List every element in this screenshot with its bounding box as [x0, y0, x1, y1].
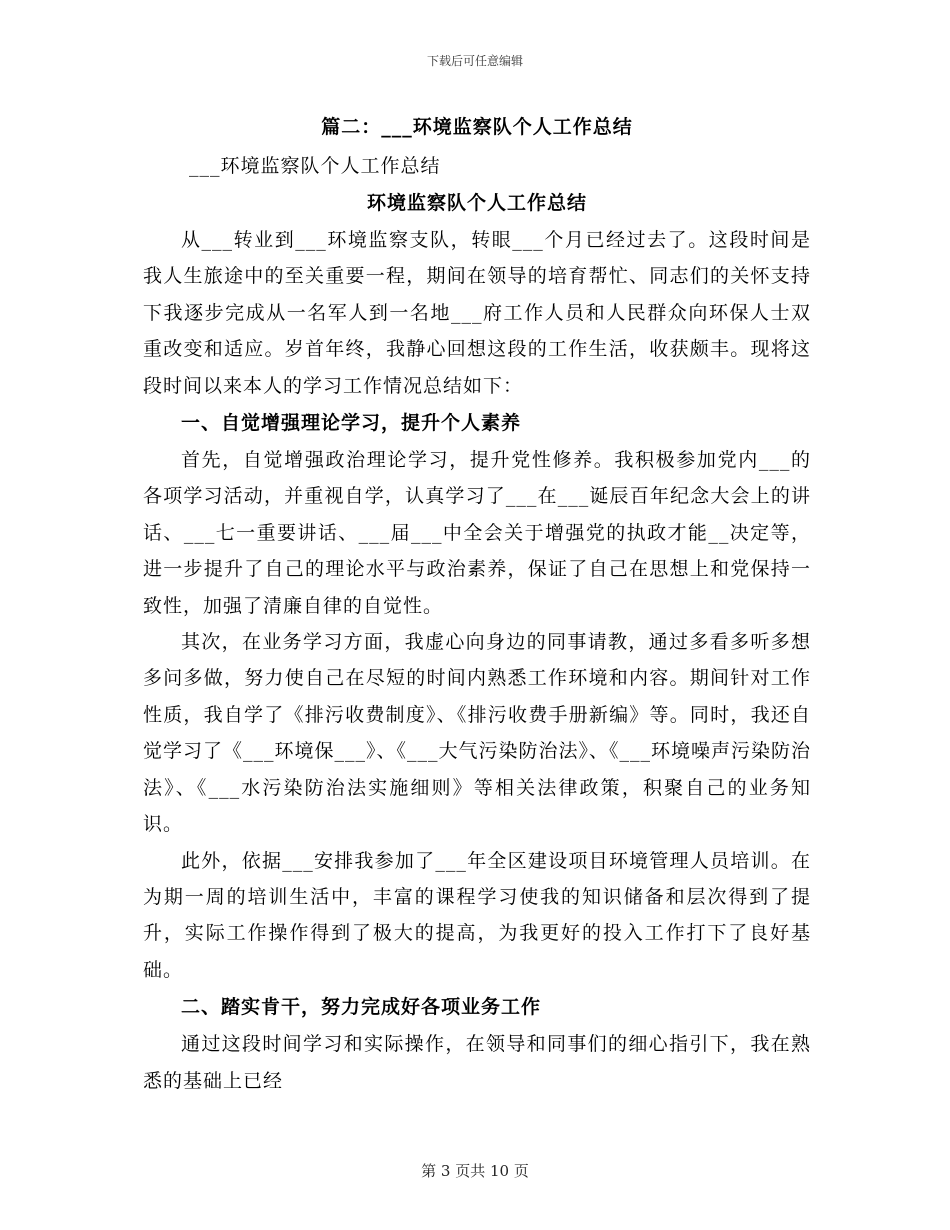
section-2-paragraph-1: 通过这段时间学习和实际操作，在领导和同事们的细心指引下，我在熟悉的基础上已经: [143, 1033, 811, 1092]
document-subtitle-line: ___环境监察队个人工作总结: [189, 155, 441, 177]
intro-paragraph: 从___转业到___环境监察支队，转眼___个月已经过去了。这段时间是我人生旅途中的至关重要一程，期间在领导的培育帮忙、同志们的关怀支持下我逐步完成从一名军人到一名地___府工作人员和人民群众向环保人士双重改变和适应。岁首年终，我静心回想这段的工作生活，收获颇丰。现将这段时间以来本人的学习工作情况总结如下：: [143, 229, 811, 397]
section-1-heading: 一、自觉增强理论学习，提升个人素养: [181, 412, 522, 435]
page-footer: 第 3 页共 10 页: [421, 1162, 529, 1180]
page-header: 下载后可任意编辑: [426, 54, 523, 68]
section-1-paragraph-2: 其次，在业务学习方面，我虚心向身边的同事请教，通过多看多听多想多问多做，努力使自己在尽短的时间内熟悉工作环境和内容。期间针对工作性质，我自学了《排污收费制度》、《排污收费手册新编》等。同时，我还自觉学习了《___环境保___》、《___大气污染防治法》、《___环境噪声污染防治法》、《___水污染防治法实施细则》等相关法律政策，积聚自己的业务知识。: [143, 631, 812, 836]
document-body: [143, 108, 811, 1099]
document-center-title: 环境监察队个人工作总结: [366, 192, 587, 214]
document-title: 篇二：___环境监察队个人工作总结: [321, 116, 633, 138]
section-1-paragraph-1: 首先，自觉增强政治理论学习，提升党性修养。我积极参加党内___的各项学习活动，并重视自学，认真学习了___在___诞辰百年纪念大会上的讲话、___七一重要讲话、___届___中全会关于增强党的执政才能__决定等，进一步提升了自己的理论水平与政治素养，保证了自己在思想上和党保持一致性，加强了清廉自律的自觉性。: [143, 449, 811, 617]
section-2-heading: 二、踏实肯干，努力完成好各项业务工作: [181, 996, 542, 1019]
section-1-paragraph-3: 此外，依据___安排我参加了___年全区建设项目环境管理人员培训。在为期一周的培训生活中，丰富的课程学习使我的知识储备和层次得到了提升，实际工作操作得到了极大的提高，为我更好的投入工作打下了良好基础。: [143, 849, 811, 981]
